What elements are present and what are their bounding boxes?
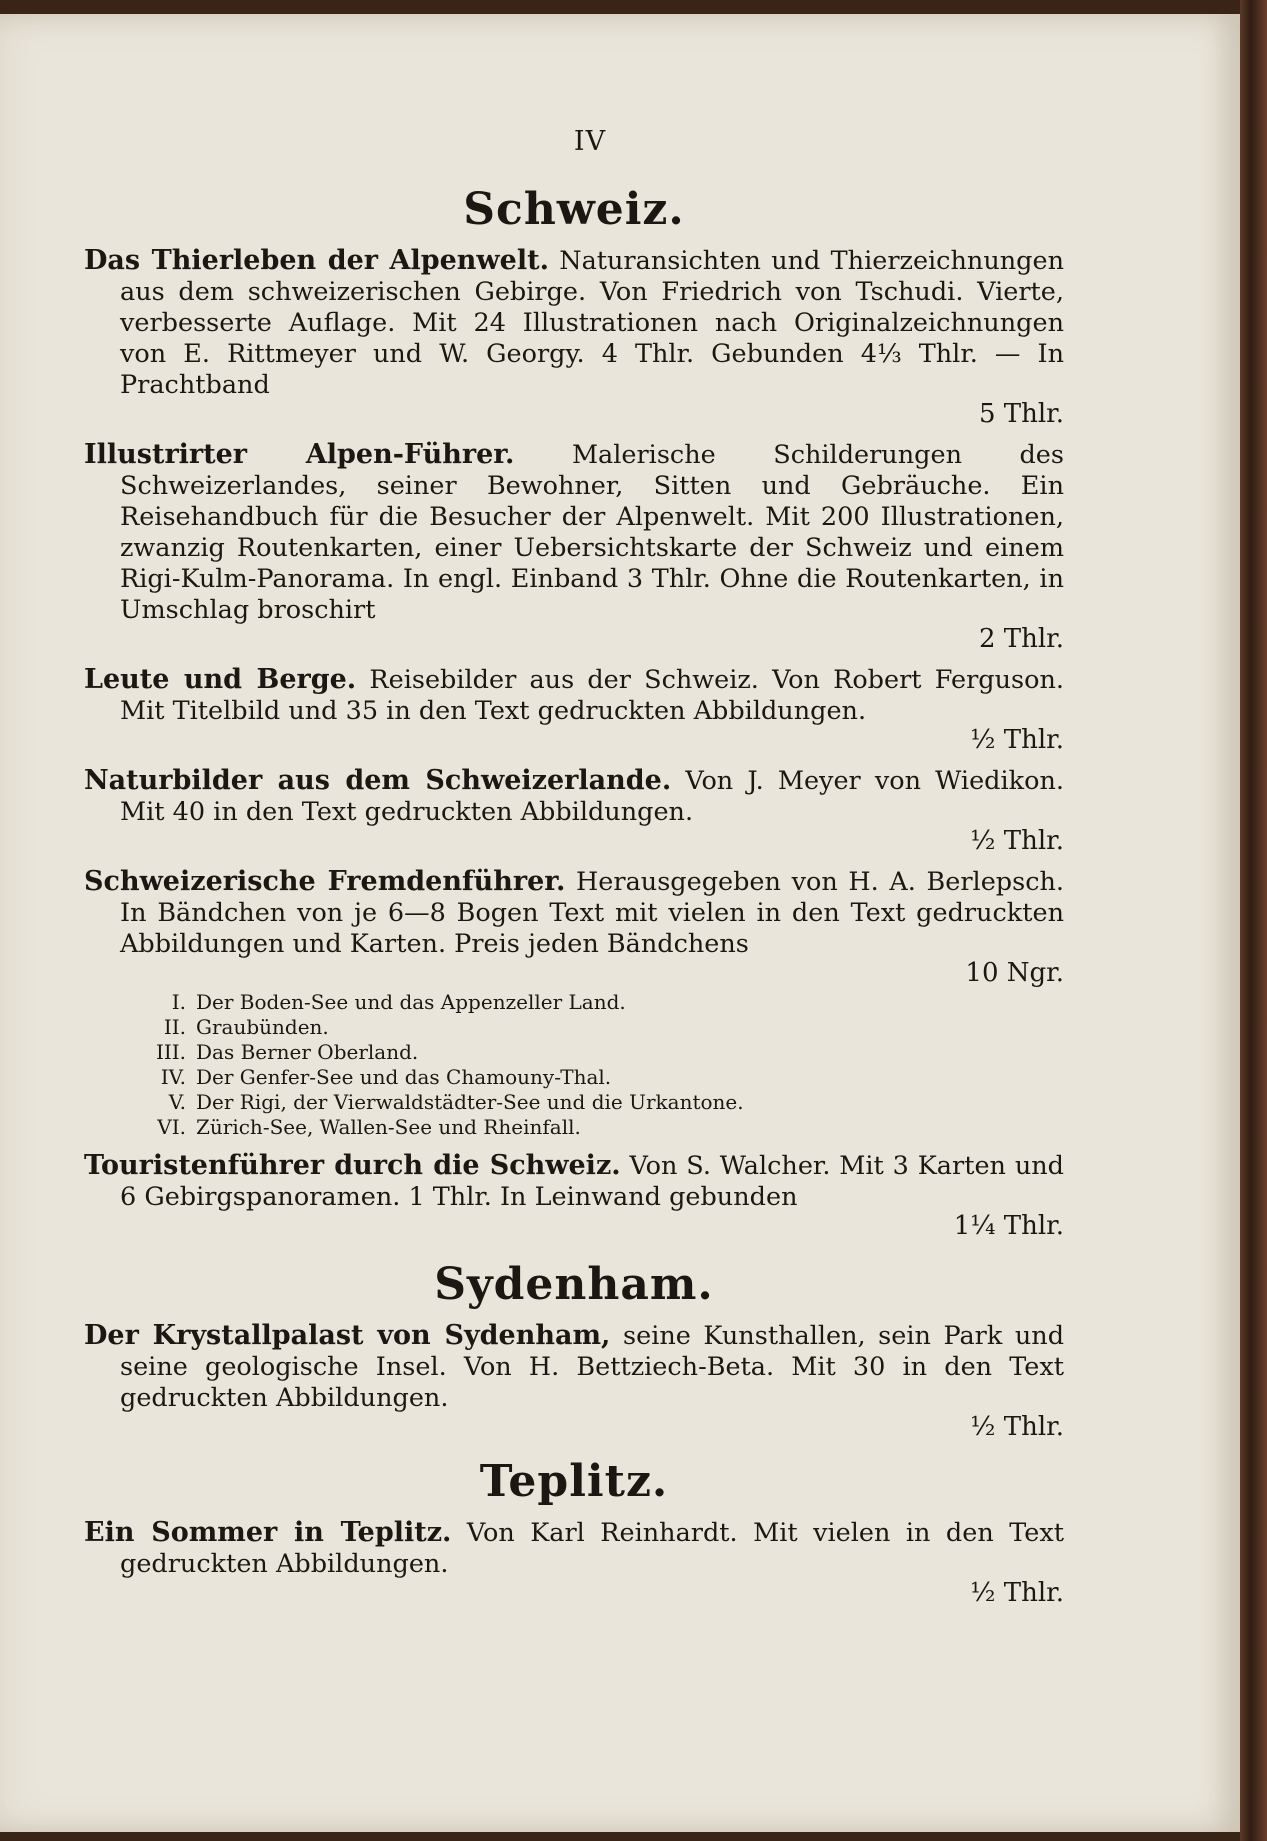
entry-krystallpalast [84,1320,1064,1442]
volume-number: VI. [157,1115,186,1139]
volume-number: IV. [160,1065,186,1089]
page-content [84,184,1064,1608]
entry-leute-und-berge [84,664,1064,755]
volume-number: I. [171,990,186,1014]
entry-price: 10 Ngr. [965,958,1064,988]
entry-description: Herausgegeben von H. A. Berlepsch. In Bändchen von je 6—8 Bogen Text mit vielen in den Text gedruckten Abbildungen und Karten. Preis jeden Bändchens [120,867,1065,959]
book-page [0,14,1240,1832]
entry-title: Der Krystallpalast von Sydenham, [84,1320,611,1351]
list-item [144,1090,1064,1115]
entry-price: 1¼ Thlr. [953,1211,1064,1241]
entry-thierleben [84,245,1064,429]
volume-number: III. [155,1040,186,1064]
volume-title: Zürich-See, Wallen-See und Rheinfall. [196,1115,581,1139]
page-number: IV [573,126,607,157]
entry-naturbilder [84,765,1064,856]
volume-number: V. [168,1090,186,1114]
entry-title: Naturbilder aus dem Schweizerlande. [84,765,672,796]
entry-description: Von S. Walcher. Mit 3 Karten und 6 Gebirgspanoramen. 1 Thlr. In Leinwand gebunden [120,1151,1064,1212]
entry-title: Das Thierleben der Alpenwelt. [84,245,549,276]
entry-text [84,1320,1064,1414]
section-title-teplitz: Teplitz. [479,1456,669,1507]
entry-title: Ein Sommer in Teplitz. [84,1517,452,1548]
entry-text [84,439,1064,626]
entry-description: Von J. Meyer von Wiedikon. Mit 40 in den Text gedruckten Abbildungen. [120,766,1064,827]
entry-sommer-in-teplitz [84,1517,1064,1608]
volume-title: Der Genfer-See und das Chamouny-Thal. [196,1065,612,1089]
entry-price: 2 Thlr. [978,624,1064,654]
entry-text [84,866,1064,960]
entry-price: ½ Thlr. [970,826,1064,856]
list-item [144,1065,1064,1090]
list-item [144,1115,1064,1140]
entry-title: Schweizerische Fremdenführer. [84,866,566,897]
entry-description: seine Kunsthallen, sein Park und seine geologische Insel. Von H. Bettziech-Beta. Mit 30 in den Text gedruckten Abbildungen. [120,1321,1065,1413]
entry-price: ½ Thlr. [970,725,1064,755]
entry-text [84,664,1064,727]
entry-price: ½ Thlr. [970,1412,1064,1442]
section-title-sydenham: Sydenham. [434,1259,714,1310]
book-edge [1240,0,1267,1841]
entry-text [84,1150,1064,1213]
entry-text [84,245,1064,401]
volume-number: II. [163,1015,186,1039]
section-title-schweiz: Schweiz. [463,184,685,235]
entry-title: Illustrirter Alpen-Führer. [84,439,515,470]
entry-alpen-fuehrer [84,439,1064,654]
entry-price: ½ Thlr. [970,1578,1064,1608]
list-item [144,1015,1064,1040]
volume-list [144,990,1064,1140]
entry-text [84,765,1064,828]
volume-title: Der Boden-See und das Appenzeller Land. [196,990,626,1014]
entry-description: Malerische Schilderungen des Schweizerlandes, seiner Bewohner, Sitten und Gebräuche. Ein Reisehandbuch für die Besucher der Alpenwelt. Mit 200 Illustrationen, zwanzig Routenkarten, einer Uebersichtskarte der Schweiz und einem Rigi-Kulm-Panorama. In engl. Einband 3 Thlr. Ohne die Routenkarten, in Umschlag broschirt [120,440,1064,625]
volume-title: Graubünden. [196,1015,329,1039]
list-item [144,1040,1064,1065]
entry-description: Reisebilder aus der Schweiz. Von Robert Ferguson. Mit Titelbild und 35 in den Text gedruckten Abbildungen. [120,665,1064,726]
entry-fremdenfuehrer [84,866,1064,1140]
entry-description: Von Karl Reinhardt. Mit vielen in den Text gedruckten Abbildungen. [120,1518,1064,1579]
entry-touristenfuehrer [84,1150,1064,1241]
entry-text [84,1517,1064,1580]
list-item [144,990,1064,1015]
volume-title: Das Berner Oberland. [196,1040,419,1064]
entry-title: Leute und Berge. [84,664,357,695]
entry-title: Touristenführer durch die Schweiz. [84,1150,621,1181]
entry-price: 5 Thlr. [978,399,1064,429]
volume-title: Der Rigi, der Vierwaldstädter-See und die Urkantone. [196,1090,744,1114]
entry-description: Naturansichten und Thierzeichnungen aus dem schweizerischen Gebirge. Von Friedrich von Tschudi. Vierte, verbesserte Auflage. Mit 24 Illustrationen nach Originalzeichnungen von E. Rittmeyer und W. Georgy. 4 Thlr. Gebunden 4⅓ Thlr. — In Prachtband [120,246,1064,400]
